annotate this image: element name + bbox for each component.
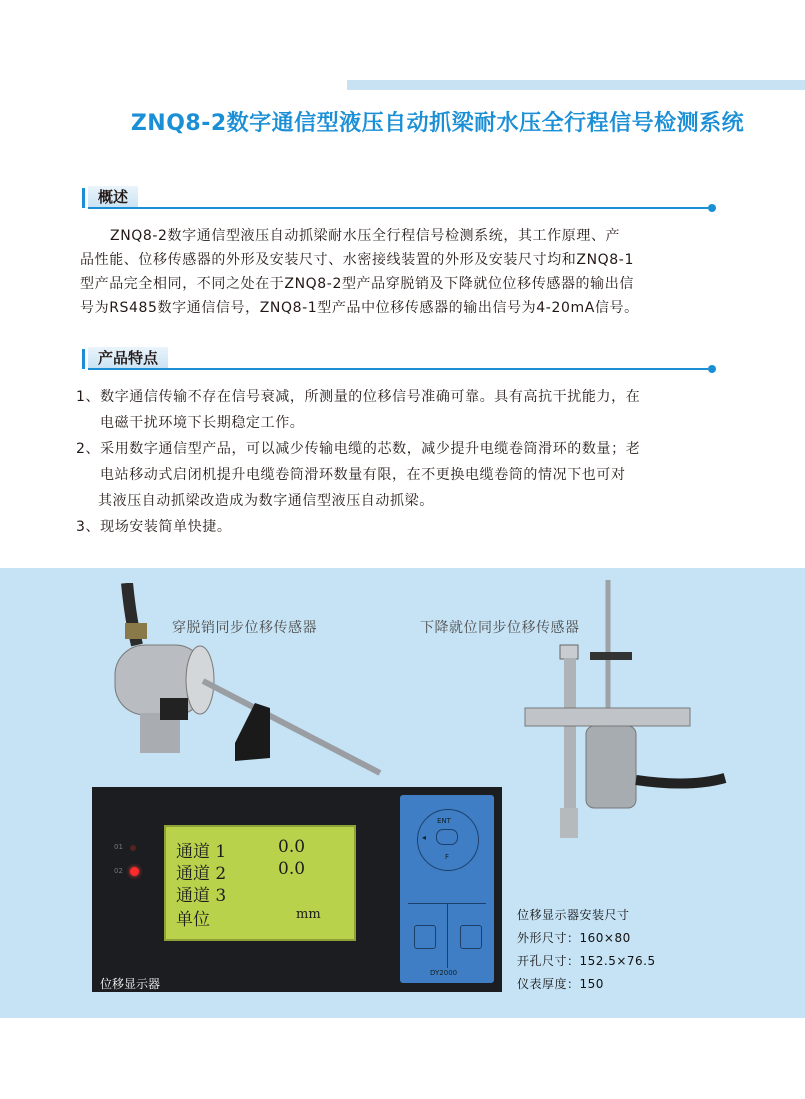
spec-heading: 位移显示器安装尺寸: [517, 908, 630, 922]
heading-dot: [708, 204, 716, 212]
model-label: DY2000: [430, 969, 458, 977]
keypad-button-right[interactable]: [460, 925, 482, 949]
display-caption: 位移显示器: [100, 977, 161, 991]
heading-bar: [82, 188, 85, 208]
lcd-row1-label: 通道 1: [176, 842, 227, 862]
lcd-row4-value: mm: [296, 907, 321, 922]
section-heading-features: [82, 347, 722, 371]
spec-cutout-size: 开孔尺寸：152.5×76.5: [517, 954, 656, 968]
lcd-row2-value: 0.0: [278, 859, 306, 879]
page-title: ZNQ8-2数字通信型液压自动抓梁耐水压全行程信号检测系统: [130, 111, 745, 136]
overview-line: 品性能、位移传感器的外形及安装尺寸、水密接线装置的外形及安装尺寸均和ZNQ8-1: [80, 252, 634, 268]
left-arrow-icon[interactable]: ◂: [422, 833, 427, 842]
features-list: [76, 384, 736, 540]
spec-outline-size: 外形尺寸：160×80: [517, 931, 631, 945]
feature-item: 3、现场安装简单快捷。: [76, 519, 232, 535]
heading-rule: [88, 368, 708, 370]
keypad-divider-v: [447, 903, 448, 968]
sync-sensor-image: [105, 583, 395, 783]
spec-depth: 仪表厚度：150: [517, 977, 604, 991]
led1-label: 01: [114, 843, 123, 851]
heading-bar: [82, 349, 85, 369]
feature-item-cont: 其液压自动抓梁改造成为数字通信型液压自动抓梁。: [98, 493, 434, 509]
heading-label: 产品特点: [88, 347, 168, 369]
sensor2-caption: 下降就位同步位移传感器: [420, 620, 580, 636]
led2-label: 02: [114, 867, 123, 875]
feature-item: 2、采用数字通信型产品，可以减少传输电缆的芯数，减少提升电缆卷筒滑环的数量；老: [76, 441, 641, 457]
feature-item-cont: 电磁干扰环境下长期稳定工作。: [100, 415, 305, 431]
section-heading-overview: [82, 186, 722, 210]
led1-indicator: [130, 845, 136, 851]
heading-label: 概述: [88, 186, 138, 208]
led2-indicator: [130, 867, 139, 876]
overview-line: ZNQ8-2数字通信型液压自动抓梁耐水压全行程信号检测系统，其工作原理、产: [110, 228, 621, 244]
feature-item-cont: 电站移动式启闭机提升电缆卷筒滑环数量有限，在不更换电缆卷筒的情况下也可对: [100, 467, 626, 483]
overview-paragraph: [80, 224, 730, 320]
lcd-screen: [164, 825, 356, 941]
lcd-row1-value: 0.0: [278, 837, 306, 857]
lcd-row4-label: 单位: [176, 910, 210, 930]
lcd-row2-label: 通道 2: [176, 864, 227, 884]
ent-button[interactable]: ENT: [437, 817, 451, 825]
top-decorative-bar: [347, 80, 805, 90]
sensor1-caption: 穿脱销同步位移传感器: [172, 620, 317, 636]
overview-line: 号为RS485数字通信信号，ZNQ8-1型产品中位移传感器的输出信号为4-20mA信号。: [80, 300, 639, 316]
lcd-row3-label: 通道 3: [176, 886, 227, 906]
f-button[interactable]: F: [445, 853, 450, 861]
keypad-button-left[interactable]: [414, 925, 436, 949]
heading-rule: [88, 207, 708, 209]
heading-dot: [708, 365, 716, 373]
feature-item: 1、数字通信传输不存在信号衰减，所测量的位移信号准确可靠。具有高抗干扰能力，在: [76, 389, 641, 405]
keypad-panel: [400, 795, 494, 983]
center-button[interactable]: [436, 829, 458, 845]
displacement-display: [92, 787, 502, 992]
landing-sensor-image: [520, 580, 740, 845]
overview-line: 型产品完全相同，不同之处在于ZNQ8-2型产品穿脱销及下降就位位移传感器的输出信: [80, 276, 634, 292]
